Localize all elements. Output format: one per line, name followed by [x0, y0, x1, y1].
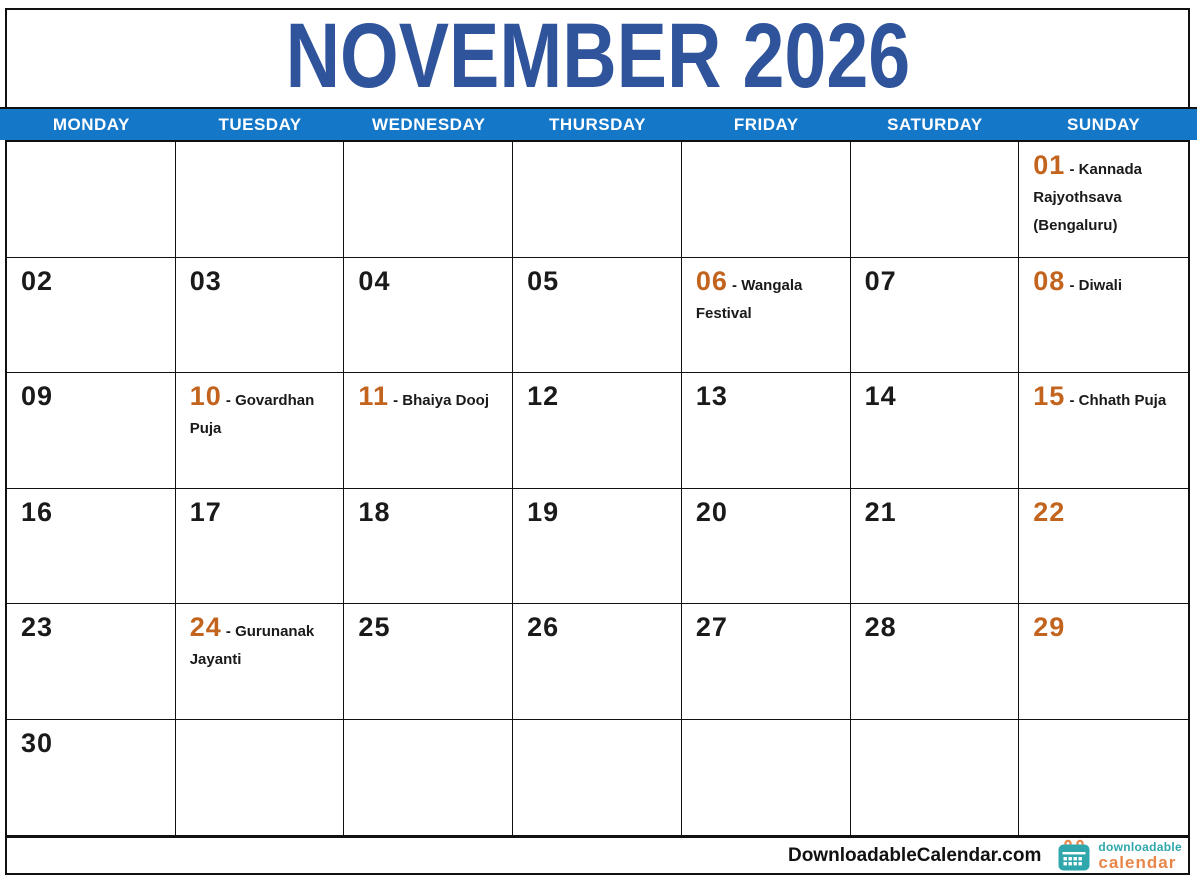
weekday-thursday: THURSDAY: [549, 114, 646, 134]
day-number: 08: [1033, 265, 1066, 296]
day-number: 01: [1033, 150, 1066, 180]
day-number: 16: [21, 496, 54, 527]
logo-line1: downloadable: [1098, 839, 1182, 854]
day-number: 07: [864, 265, 897, 296]
logo-line2: calendar: [1098, 852, 1177, 872]
day-number: 17: [189, 496, 222, 527]
calendar-cell-empty: [513, 720, 682, 836]
day-number: 06: [695, 265, 728, 296]
calendar-cell-12: [513, 373, 682, 489]
calendar-cell-empty: [851, 720, 1020, 836]
day-number: 30: [21, 727, 54, 758]
calendar-cell-22: [1019, 489, 1188, 605]
calendar-cell-21: [851, 489, 1020, 605]
event-label: - Gurunanak Jayanti: [189, 623, 315, 668]
calendar-cell-02: [7, 258, 176, 374]
calendar-cell-10: [176, 373, 345, 489]
calendar-cell-23: [7, 604, 176, 720]
calendar-cell-29: [1019, 604, 1188, 720]
brand-logo[interactable]: [1057, 839, 1182, 872]
event-label: - Wangala Festival: [695, 276, 803, 322]
event-label: - Chhath Puja: [1065, 392, 1167, 409]
calendar-cell-11: [344, 373, 513, 489]
page-title: NOVEMBER 2026: [285, 8, 910, 107]
calendar-cell-16: [7, 489, 176, 605]
event-label: - Govardhan Puja: [189, 392, 315, 437]
day-number: 13: [695, 381, 728, 411]
day-number: 24: [189, 612, 222, 642]
footer: [5, 835, 1190, 875]
day-number: 02: [21, 265, 54, 296]
calendar-icon: [1057, 839, 1093, 872]
day-number: 26: [527, 612, 560, 642]
calendar-cell-30: [7, 720, 176, 836]
calendar-cell-empty: [513, 142, 682, 258]
event-label: - Bhaiya Dooj: [388, 392, 489, 409]
calendar-cell-empty: [344, 720, 513, 836]
event-label: - Kannada Rajyothsava (Bengaluru): [1033, 161, 1143, 234]
calendar-grid: [5, 140, 1190, 835]
calendar-cell-24: [176, 604, 345, 720]
weekday-sunday: SUNDAY: [1067, 114, 1141, 134]
day-number: 03: [189, 265, 222, 296]
calendar-cell-04: [344, 258, 513, 374]
calendar-cell-15: [1019, 373, 1188, 489]
calendar-cell-17: [176, 489, 345, 605]
calendar-cell-26: [513, 604, 682, 720]
calendar-cell-empty: [851, 142, 1020, 258]
calendar-cell-empty: [7, 142, 176, 258]
calendar-cell-08: [1019, 258, 1188, 374]
calendar-cell-empty: [1019, 720, 1188, 836]
day-number: 21: [864, 496, 897, 527]
calendar-cell-01: [1019, 142, 1188, 258]
day-number: 12: [527, 381, 560, 411]
calendar-cell-14: [851, 373, 1020, 489]
calendar-cell-25: [344, 604, 513, 720]
day-number: 27: [695, 612, 728, 642]
calendar-cell-empty: [344, 142, 513, 258]
calendar-cell-18: [344, 489, 513, 605]
day-number: 15: [1033, 381, 1066, 411]
event-label: - Diwali: [1065, 276, 1123, 294]
day-number: 14: [864, 381, 897, 411]
title-band: [5, 8, 1190, 107]
weekday-header-bar: [0, 107, 1197, 140]
day-number: 23: [21, 612, 54, 642]
calendar-cell-empty: [176, 720, 345, 836]
weekday-saturday: SATURDAY: [887, 114, 983, 134]
logo-text: [1098, 841, 1182, 871]
day-number: 25: [358, 612, 391, 642]
calendar-cell-19: [513, 489, 682, 605]
day-number: 04: [358, 265, 391, 296]
calendar-cell-06: [682, 258, 851, 374]
calendar-cell-27: [682, 604, 851, 720]
calendar-cell-empty: [682, 142, 851, 258]
day-number: 28: [864, 612, 897, 642]
day-number: 19: [527, 496, 560, 527]
weekday-friday: FRIDAY: [733, 114, 799, 134]
calendar-cell-20: [682, 489, 851, 605]
weekday-tuesday: TUESDAY: [218, 114, 302, 134]
website-link[interactable]: DownloadableCalendar.com: [787, 844, 1042, 866]
day-number: 22: [1033, 496, 1066, 527]
weekday-wednesday: WEDNESDAY: [372, 114, 486, 134]
day-number: 11: [358, 381, 389, 411]
calendar-cell-13: [682, 373, 851, 489]
calendar-cell-28: [851, 604, 1020, 720]
day-number: 20: [695, 496, 728, 527]
calendar-cell-empty: [682, 720, 851, 836]
calendar-cell-07: [851, 258, 1020, 374]
day-number: 05: [527, 265, 560, 296]
day-number: 10: [189, 381, 222, 411]
weekday-monday: MONDAY: [52, 114, 130, 134]
day-number: 18: [358, 496, 391, 527]
day-number: 09: [21, 381, 54, 411]
calendar-cell-03: [176, 258, 345, 374]
calendar-cell-09: [7, 373, 176, 489]
day-number: 29: [1033, 612, 1066, 642]
calendar-cell-empty: [176, 142, 345, 258]
calendar-cell-05: [513, 258, 682, 374]
